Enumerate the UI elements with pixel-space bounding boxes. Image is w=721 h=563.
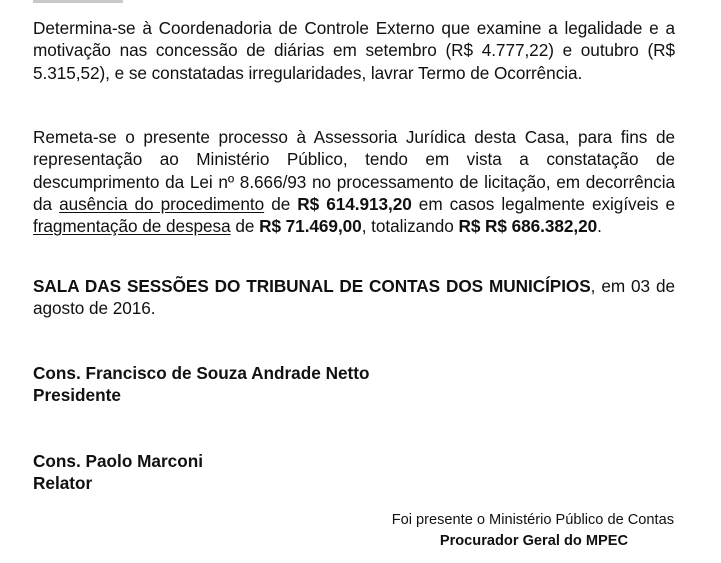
signature-role: Relator: [33, 473, 93, 493]
signature-role: Presidente: [33, 385, 121, 405]
paragraph-coordenadoria-text: Determina-se à Coordenadoria de Controle Externo que examine a legalidade e a motivação nas concessão de diárias em setembro (R$ 4.777,22) e outubro (R$ 5.315,52), e se constatadas irregularidades, lavrar Termo de Ocorrência.: [33, 18, 675, 83]
signature-relator: [33, 450, 203, 494]
paragraph-assessoria-text-2: de: [264, 193, 298, 214]
sala-sessoes-date: , em 03 de agosto de 2016.: [33, 276, 675, 319]
paragraph-assessoria-text-1: Remeta-se o presente processo à Assessoria Jurídica desta Casa, para fins de representação ao Ministério Público, tendo em vista a constatação de descumprimento da Lei nº 8.666/93 no processamento de licitação, em decorrência da: [33, 127, 675, 214]
procurador-geral-title: Procurador Geral do MPEC: [439, 533, 628, 549]
top-rule-divider: [33, 0, 123, 3]
signature-name: Cons. Francisco de Souza Andrade Netto: [33, 363, 370, 383]
signature-presidente: [33, 362, 369, 406]
paragraph-assessoria-text-4: de: [230, 216, 260, 237]
amount-ausencia-procedimento: R$ 614.913,20: [297, 193, 412, 214]
underlined-ausencia-procedimento: ausência do procedimento: [59, 193, 265, 214]
ministerio-publico-presence: Foi presente o Ministério Público de Contas: [391, 512, 674, 528]
sala-sessoes-heading: SALA DAS SESSÕES DO TRIBUNAL DE CONTAS DOS MUNICÍPIOS: [33, 276, 591, 296]
signature-name: Cons. Paolo Marconi: [33, 451, 203, 471]
paragraph-assessoria-text-3: em casos legalmente exigíveis e: [411, 193, 675, 214]
paragraph-sala-sessoes: [33, 275, 675, 320]
paragraph-assessoria: [33, 126, 675, 237]
ministerio-publico-block: [392, 510, 674, 552]
underlined-fragmentacao-despesa: fragmentação de despesa: [33, 216, 231, 237]
paragraph-assessoria-text-6: .: [597, 216, 602, 237]
paragraph-assessoria-text-5: , totalizando: [361, 216, 459, 237]
amount-fragmentacao-despesa: R$ 71.469,00: [259, 216, 362, 237]
paragraph-coordenadoria: [33, 17, 675, 84]
amount-total: R$ R$ 686.382,20: [458, 216, 598, 237]
